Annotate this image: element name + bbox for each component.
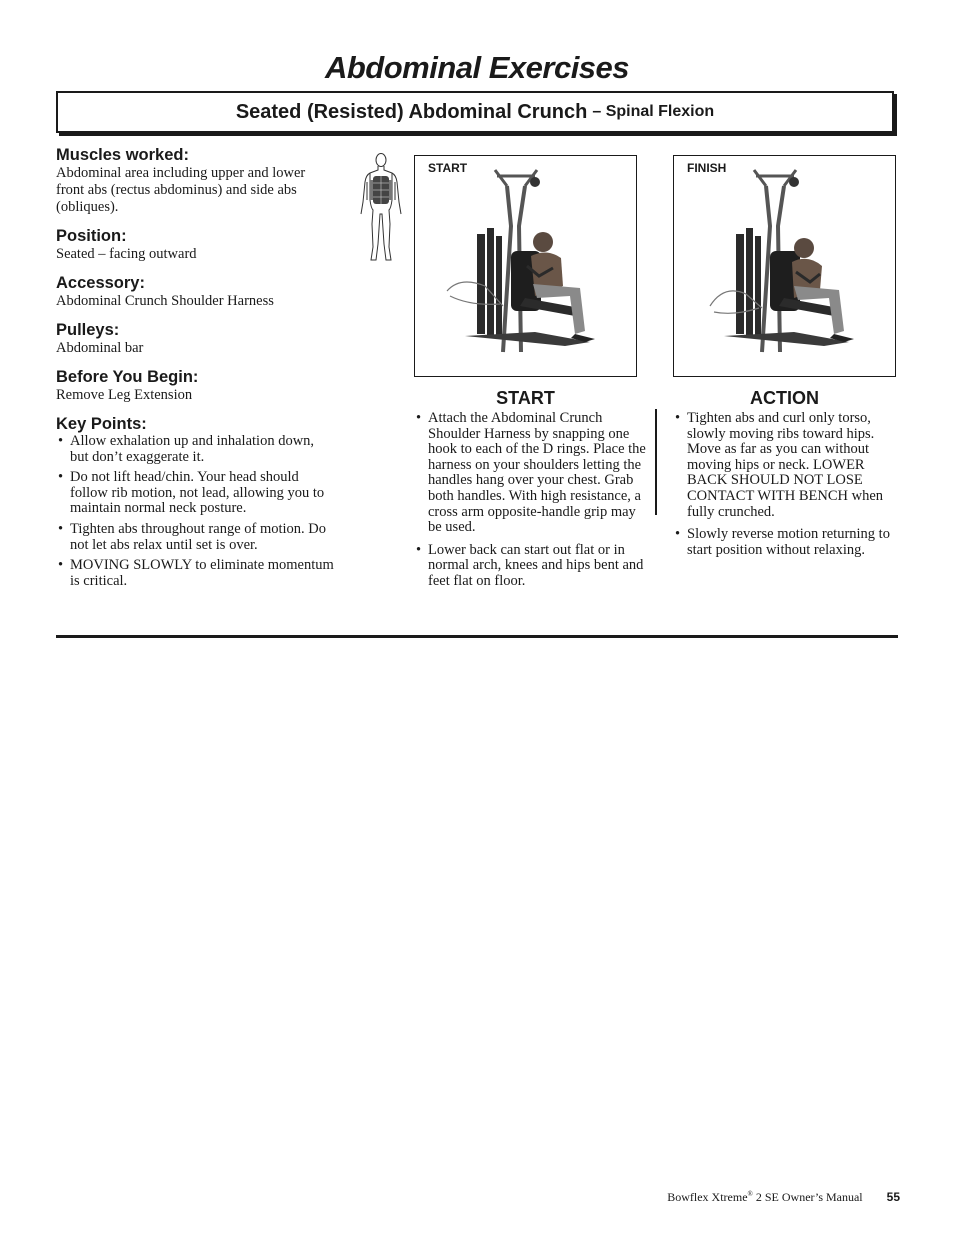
pulleys-heading: Pulleys: — [56, 321, 120, 339]
muscles-text: Abdominal area including upper and lower front abs (rectus abdominus) and side abs (obliques). — [56, 165, 306, 215]
exercise-subtitle: – Spinal Flexion — [592, 103, 715, 120]
pulleys-text: Abdominal bar — [56, 340, 144, 356]
machine-finish-photo — [674, 156, 894, 375]
action-heading: ACTION — [750, 388, 819, 408]
anatomy-figure-icon — [358, 152, 404, 264]
list-item: • Attach the Abdominal Crunch Shoulder Harness by snapping one hook to each of the D rings. Place the harness on your shoulders letting the handles hang over your chest. Grab both handles. With high resistance, a cross arm opposite-handle grip may be used. — [414, 411, 646, 536]
page-footer — [667, 1190, 900, 1205]
start-photo-tag: START — [428, 161, 468, 175]
finish-photo — [673, 155, 896, 377]
list-item: • MOVING SLOWLY to eliminate momentum is critical. — [56, 558, 336, 589]
accessory-heading: Accessory: — [56, 274, 145, 292]
list-item: • Do not lift head/chin. Your head should follow rib motion, not lead, allowing you to maintain normal neck posture. — [56, 470, 336, 517]
section-rule — [56, 635, 898, 638]
list-item: • Slowly reverse motion returning to start position without relaxing. — [673, 527, 903, 558]
action-steps — [673, 411, 903, 565]
list-item: • Allow exhalation up and inhalation down, but don’t exaggerate it. — [56, 434, 336, 465]
accessory-text: Abdominal Crunch Shoulder Harness — [56, 293, 274, 309]
finish-photo-tag: FINISH — [687, 161, 727, 175]
list-item: • Tighten abs throughout range of motion. Do not let abs relax until set is over. — [56, 522, 336, 553]
info-column — [56, 146, 336, 594]
manual-title: Bowflex Xtreme® 2 SE Owner’s Manual — [667, 1190, 863, 1204]
keypoints-heading: Key Points: — [56, 415, 147, 433]
start-photo — [414, 155, 637, 377]
machine-start-photo — [415, 156, 635, 375]
before-heading: Before You Begin: — [56, 368, 199, 386]
list-item: • Lower back can start out flat or in normal arch, knees and hips bent and feet flat on floor. — [414, 543, 646, 590]
column-divider — [655, 409, 657, 515]
page-title: Abdominal Exercises — [324, 50, 630, 85]
muscles-heading: Muscles worked: — [56, 146, 189, 164]
exercise-title: Seated (Resisted) Abdominal Crunch — [235, 100, 588, 123]
list-item: • Tighten abs and curl only torso, slowly moving ribs toward hips. Move as far as you can without moving hips or neck. LOWER BACK SHOULD NOT LOSE CONTACT WITH BENCH when fully crunched. — [673, 411, 903, 520]
exercise-banner — [56, 91, 894, 133]
start-steps — [414, 411, 646, 597]
start-heading: START — [496, 388, 555, 408]
page-number: 55 — [886, 1190, 900, 1204]
keypoints-list — [56, 434, 336, 589]
position-text: Seated – facing outward — [56, 246, 197, 262]
before-text: Remove Leg Extension — [56, 387, 193, 403]
position-heading: Position: — [56, 227, 127, 245]
